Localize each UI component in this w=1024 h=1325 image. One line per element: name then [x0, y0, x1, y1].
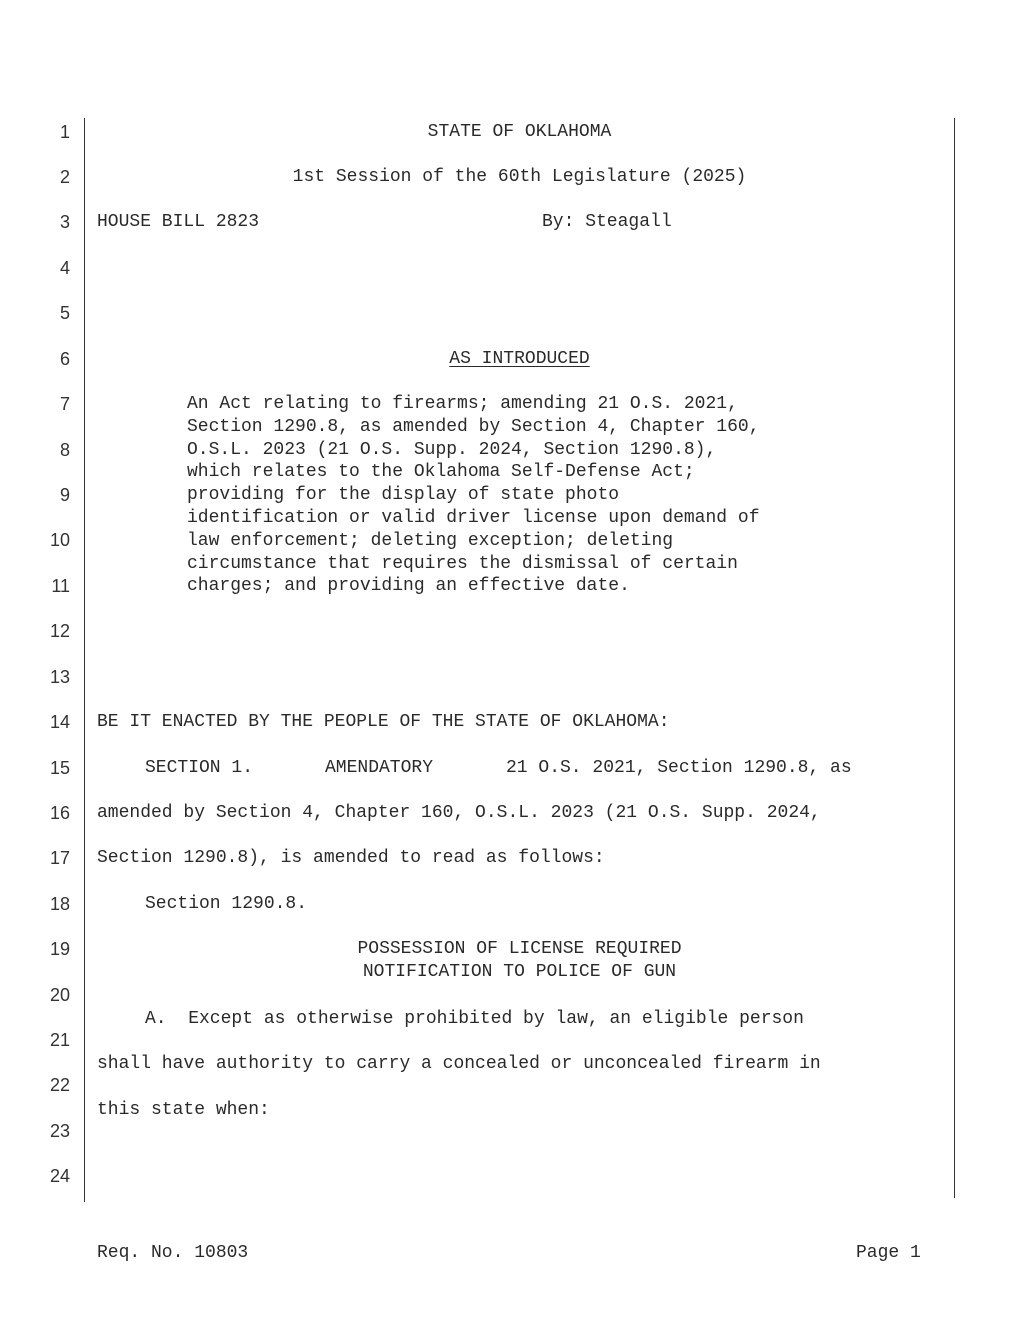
line-number: 2 — [59, 167, 70, 187]
line-number: 20 — [49, 985, 70, 1005]
line-number: 8 — [59, 440, 70, 460]
right-margin-rule — [954, 118, 955, 1198]
status-heading — [85, 349, 954, 369]
abstract-line: law enforcement; deleting exception; deleting — [187, 530, 674, 551]
bill-author: By: Steagall — [542, 212, 672, 232]
session-heading: 1st Session of the 60th Legislature (2025) — [292, 167, 747, 187]
abstract-line: charges; and providing an effective date. — [187, 576, 630, 597]
enacting-clause: BE IT ENACTED BY THE PEOPLE OF THE STATE OF OKLAHOMA: — [97, 712, 670, 732]
line-number: 16 — [49, 803, 70, 823]
subheading-line: POSSESSION OF LICENSE REQUIRED — [357, 939, 682, 959]
section-label: SECTION 1. — [145, 758, 254, 778]
line-number: 9 — [59, 485, 70, 505]
line-number: 15 — [49, 758, 70, 778]
abstract-line: providing for the display of state photo — [187, 485, 620, 506]
bill-number: HOUSE BILL 2823 — [97, 212, 260, 232]
line-number: 23 — [49, 1121, 70, 1141]
section-subheading — [85, 938, 954, 984]
abstract-line: which relates to the Oklahoma Self-Defense Act; — [187, 462, 695, 483]
line-number: 6 — [59, 349, 70, 369]
line-number: 12 — [49, 621, 70, 641]
line-number: 14 — [49, 712, 70, 732]
abstract-line: An Act relating to firearms; amending 21 O.S. 2021, — [187, 394, 738, 414]
line-number: 24 — [49, 1166, 70, 1186]
abstract-line: Section 1290.8, as amended by Section 4, Chapter 160, — [187, 416, 760, 437]
left-margin-rule — [84, 118, 85, 1202]
abstract-line: circumstance that requires the dismissal of certain — [187, 553, 738, 574]
body-text-line: shall have authority to carry a concealed or unconcealed firearm in — [97, 1054, 821, 1074]
line-number: 10 — [49, 530, 70, 550]
line-number: 22 — [49, 1075, 70, 1095]
section-citation: 21 O.S. 2021, Section 1290.8, as — [506, 758, 852, 778]
page-number: Page 1 — [856, 1243, 921, 1263]
body-text-line: amended by Section 4, Chapter 160, O.S.L. 2023 (21 O.S. Supp. 2024, — [97, 803, 821, 823]
line-number: 17 — [49, 848, 70, 868]
section-heading: Section 1290.8. — [145, 894, 308, 914]
body-text-line: Section 1290.8), is amended to read as follows: — [97, 848, 605, 868]
abstract-line: O.S.L. 2023 (21 O.S. Supp. 2024, Section 1290.8), — [187, 439, 717, 460]
line-number: 11 — [51, 576, 70, 596]
line-number: 18 — [49, 894, 70, 914]
line-number: 3 — [59, 212, 70, 232]
line-number: 1 — [59, 122, 70, 142]
bill-abstract — [187, 393, 887, 598]
body-text-line: this state when: — [97, 1100, 270, 1120]
line-number: 5 — [59, 303, 70, 323]
section-type: AMENDATORY — [325, 758, 434, 778]
body-text-line: A. Except as otherwise prohibited by law, an eligible person — [145, 1009, 804, 1029]
line-number: 7 — [59, 394, 70, 414]
abstract-line: identification or valid driver license upon demand of — [187, 507, 760, 528]
line-number: 21 — [49, 1030, 70, 1050]
line-number: 19 — [49, 939, 70, 959]
line-number: 4 — [59, 258, 70, 278]
state-heading: STATE OF OKLAHOMA — [427, 122, 612, 142]
line-number: 13 — [49, 667, 70, 687]
subheading-line: NOTIFICATION TO POLICE OF GUN — [362, 961, 677, 982]
status-text: AS INTRODUCED — [449, 349, 590, 369]
request-number: Req. No. 10803 — [97, 1243, 249, 1263]
